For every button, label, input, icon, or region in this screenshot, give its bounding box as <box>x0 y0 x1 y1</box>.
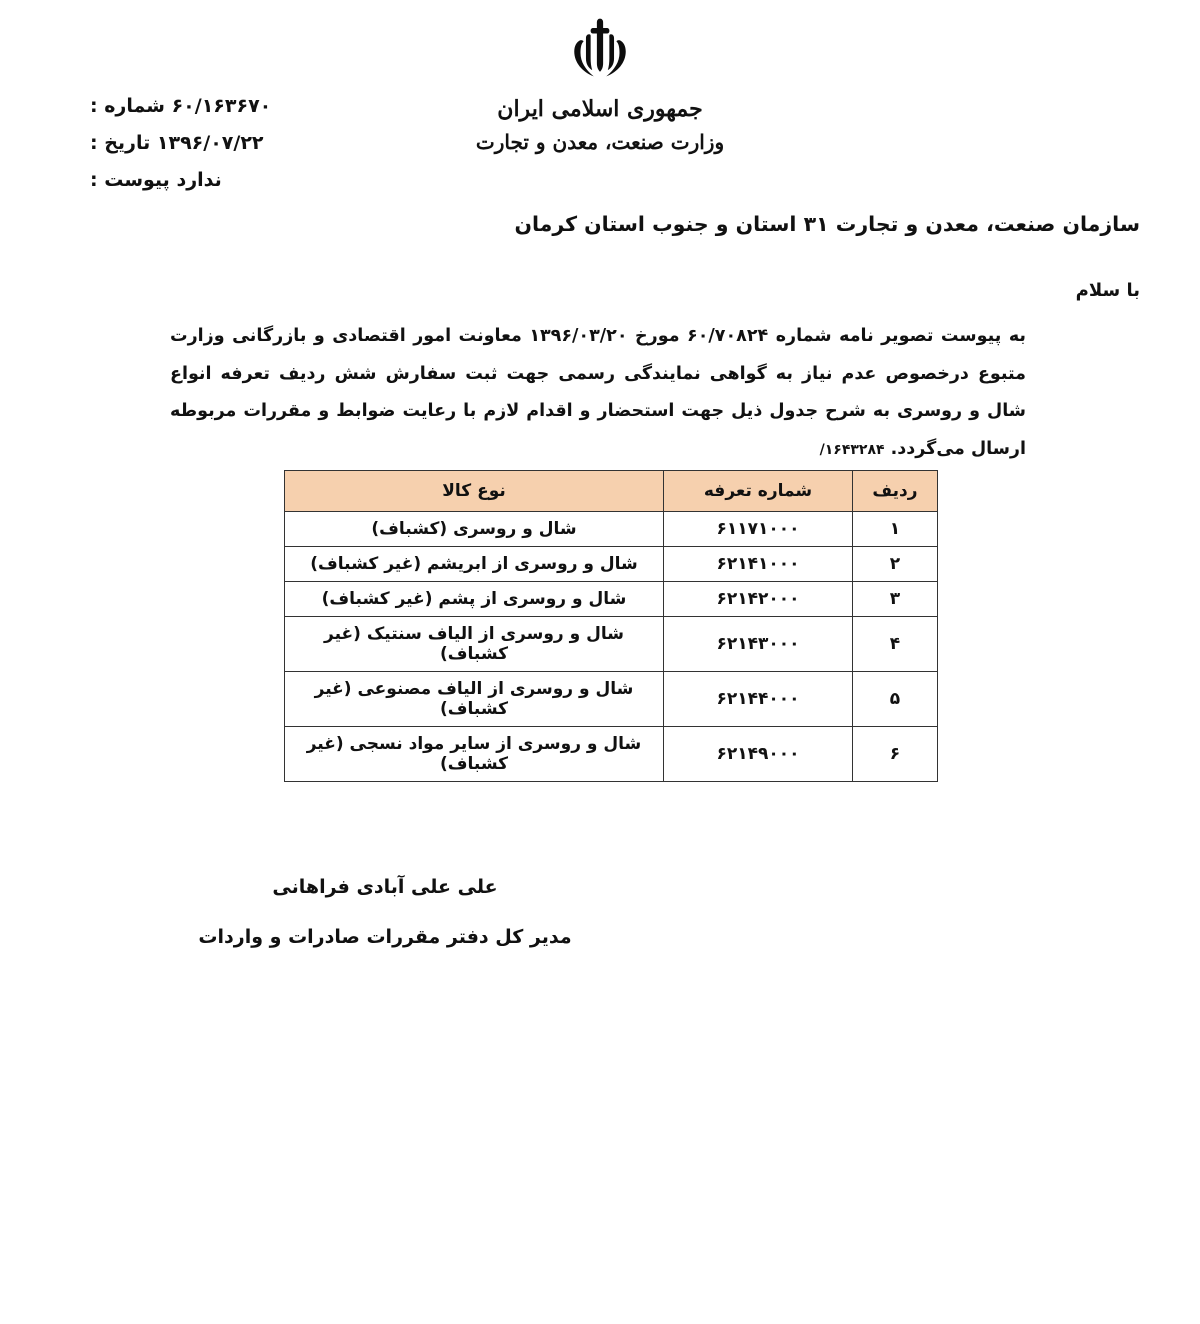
meta-row-number <box>90 88 320 125</box>
iran-emblem-icon <box>561 14 639 92</box>
signatory-name: علی علی آبادی فراهانی <box>272 876 498 898</box>
header-tariff-code: شماره تعرفه <box>664 471 853 512</box>
body-text: به پیوست تصویر نامه شماره ۶۰/۷۰۸۲۴ مورخ ۱۳۹۶/۰۳/۲۰ معاونت امور اقتصادی و بازرگانی وزارت متبوع درخصوص عدم نیاز به گواهی نمایندگی رسمی جهت ثبت سفارش شش ردیف تعرفه انواع شال و روسری به شرح جدول ذیل جهت استحضار و اقدام لازم با رعایت ضوابط و مقررات مربوطه ارسال می‌گردد. <box>170 326 1026 459</box>
cell-tariff-code: ۶۲۱۴۲۰۰۰ <box>664 582 853 617</box>
cell-goods-type: شال و روسری از سایر مواد نسجی (غیر کشباف) <box>285 727 664 782</box>
tariff-table <box>284 470 938 782</box>
signature-block <box>0 876 1200 948</box>
cell-goods-type: شال و روسری از ابریشم (غیر کشباف) <box>285 547 664 582</box>
document-meta <box>90 88 320 199</box>
cell-row-number: ۴ <box>853 617 938 672</box>
cell-row-number: ۱ <box>853 512 938 547</box>
meta-label-attachment: پیوست : <box>90 169 170 192</box>
table-body <box>285 512 938 782</box>
body-paragraph <box>170 318 1026 469</box>
table-header-row <box>285 471 938 512</box>
cell-goods-type: شال و روسری از الیاف مصنوعی (غیر کشباف) <box>285 672 664 727</box>
tariff-table-container <box>284 470 938 782</box>
meta-row-attachment <box>90 162 320 199</box>
meta-value-number: ۶۰/۱۶۳۶۷۰ <box>171 95 272 117</box>
cell-row-number: ۳ <box>853 582 938 617</box>
cell-row-number: ۶ <box>853 727 938 782</box>
meta-label-number: شماره : <box>90 95 165 117</box>
table-row <box>285 547 938 582</box>
organization-name-line2: وزارت صنعت، معدن و تجارت <box>475 130 725 154</box>
reference-number: ۱۶۴۳۲۸۴/ <box>819 441 885 458</box>
table-row <box>285 672 938 727</box>
cell-row-number: ۵ <box>853 672 938 727</box>
header-row-number: ردیف <box>853 471 938 512</box>
addressee-line: سازمان صنعت، معدن و تجارت ۳۱ استان و جنوب استان کرمان <box>514 212 1140 236</box>
meta-label-date: تاریخ : <box>90 132 151 155</box>
table-head <box>285 471 938 512</box>
table-row <box>285 727 938 782</box>
cell-tariff-code: ۶۲۱۴۳۰۰۰ <box>664 617 853 672</box>
cell-goods-type: شال و روسری از پشم (غیر کشباف) <box>285 582 664 617</box>
table-row <box>285 512 938 547</box>
cell-tariff-code: ۶۲۱۴۱۰۰۰ <box>664 547 853 582</box>
table-row <box>285 617 938 672</box>
cell-goods-type: شال و روسری از الیاف سنتیک (غیر کشباف) <box>285 617 664 672</box>
meta-value-attachment: ندارد <box>176 169 222 192</box>
signatory-title: مدیر کل دفتر مقررات صادرات و واردات <box>198 926 572 948</box>
header-goods-type: نوع کالا <box>285 471 664 512</box>
organization-name-line1: جمهوری اسلامی ایران <box>497 96 703 122</box>
cell-goods-type: شال و روسری (کشباف) <box>285 512 664 547</box>
meta-value-date: ۱۳۹۶/۰۷/۲۲ <box>156 132 264 155</box>
salutation: با سلام <box>1075 280 1140 301</box>
cell-tariff-code: ۶۱۱۷۱۰۰۰ <box>664 512 853 547</box>
cell-row-number: ۲ <box>853 547 938 582</box>
meta-row-date <box>90 125 320 162</box>
cell-tariff-code: ۶۲۱۴۴۰۰۰ <box>664 672 853 727</box>
cell-tariff-code: ۶۲۱۴۹۰۰۰ <box>664 727 853 782</box>
table-row <box>285 582 938 617</box>
